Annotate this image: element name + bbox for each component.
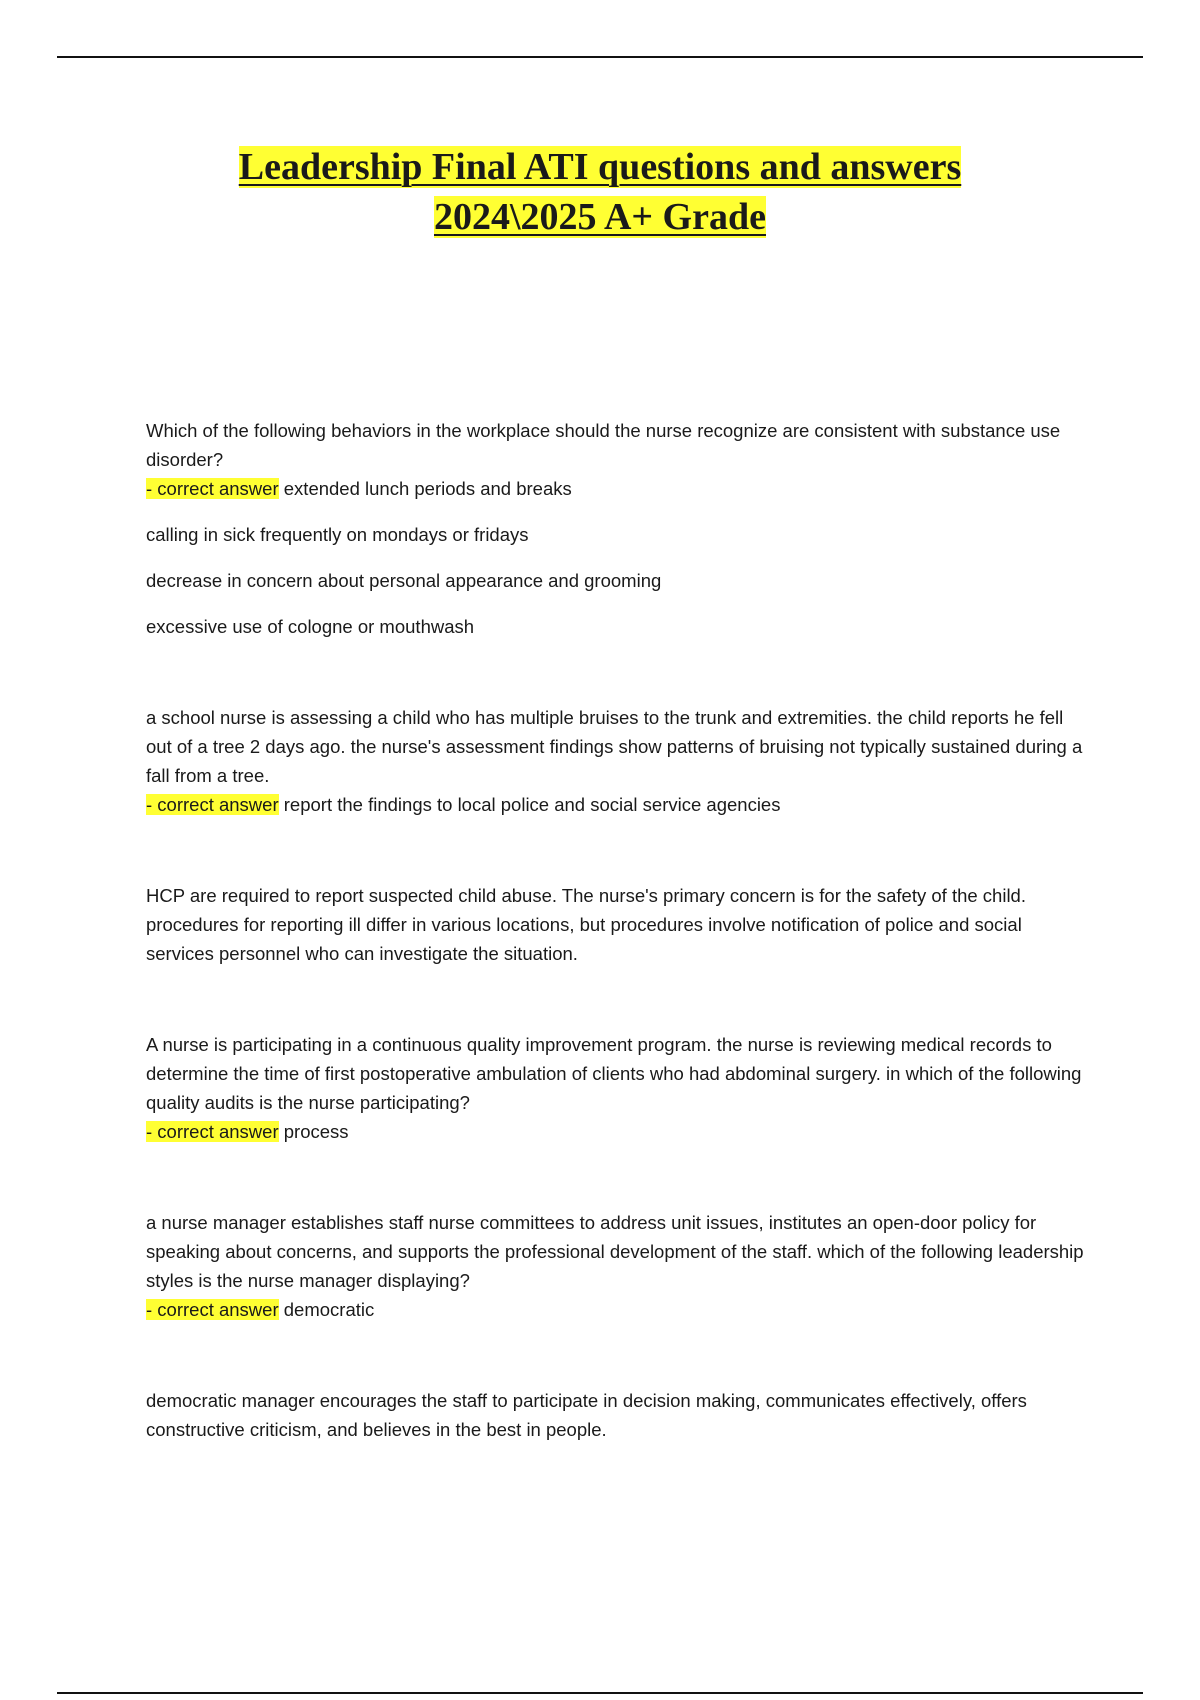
question-block-3 [146, 1030, 1086, 1146]
question-block-1 [146, 416, 1086, 641]
answer-text: process [283, 1121, 349, 1142]
answer-line [146, 1295, 1086, 1324]
document-body [146, 416, 1086, 1444]
answer-line [146, 1117, 1086, 1146]
question-text: a nurse manager establishes staff nurse committees to address unit issues, institutes an open-door policy for speaking about concerns, and supports the professional development of the staff. which of the following leadership styles is the nurse manager displaying? [146, 1212, 1084, 1291]
question-block-4 [146, 1208, 1086, 1324]
title-line-1: Leadership Final ATI questions and answers [238, 146, 962, 188]
question-text: a school nurse is assessing a child who has multiple bruises to the trunk and extremities. the child reports he fell out of a tree 2 days ago. the nurse's assessment findings show patterns of bruising not typically sustained during a fall from a tree. [146, 707, 1083, 786]
question-block-2 [146, 703, 1086, 819]
answer-marker: - correct answer [146, 478, 279, 499]
option-item: excessive use of cologne or mouthwash [146, 616, 475, 637]
answer-text: democratic [283, 1299, 375, 1320]
answer-line [146, 790, 1086, 819]
option-item: decrease in concern about personal appearance and grooming [146, 570, 662, 591]
bottom-rule [57, 1692, 1143, 1694]
answer-line [146, 474, 1086, 503]
option-item: calling in sick frequently on mondays or fridays [146, 524, 529, 545]
question-text: Which of the following behaviors in the workplace should the nurse recognize are consistent with substance use disorder? [146, 420, 1061, 470]
answer-marker: - correct answer [146, 794, 279, 815]
answer-marker: - correct answer [146, 1299, 279, 1320]
document-title [0, 142, 1200, 242]
rationale-text: HCP are required to report suspected child abuse. The nurse's primary concern is for the safety of the child. procedures for reporting ill differ in various locations, but procedures involve notification of police and social services personnel who can investigate the situation. [146, 885, 1026, 964]
answer-marker: - correct answer [146, 1121, 279, 1142]
top-rule [57, 56, 1143, 58]
answer-text: extended lunch periods and breaks [283, 478, 572, 499]
title-line-2: 2024\2025 A+ Grade [434, 196, 766, 238]
rationale-text: democratic manager encourages the staff to participate in decision making, communicates effectively, offers constructive criticism, and believes in the best in people. [146, 1390, 1027, 1440]
question-text: A nurse is participating in a continuous quality improvement program. the nurse is reviewing medical records to determine the time of first postoperative ambulation of clients who had abdominal surgery. in which of the following quality audits is the nurse participating? [146, 1034, 1082, 1113]
answer-text: report the findings to local police and social service agencies [283, 794, 781, 815]
